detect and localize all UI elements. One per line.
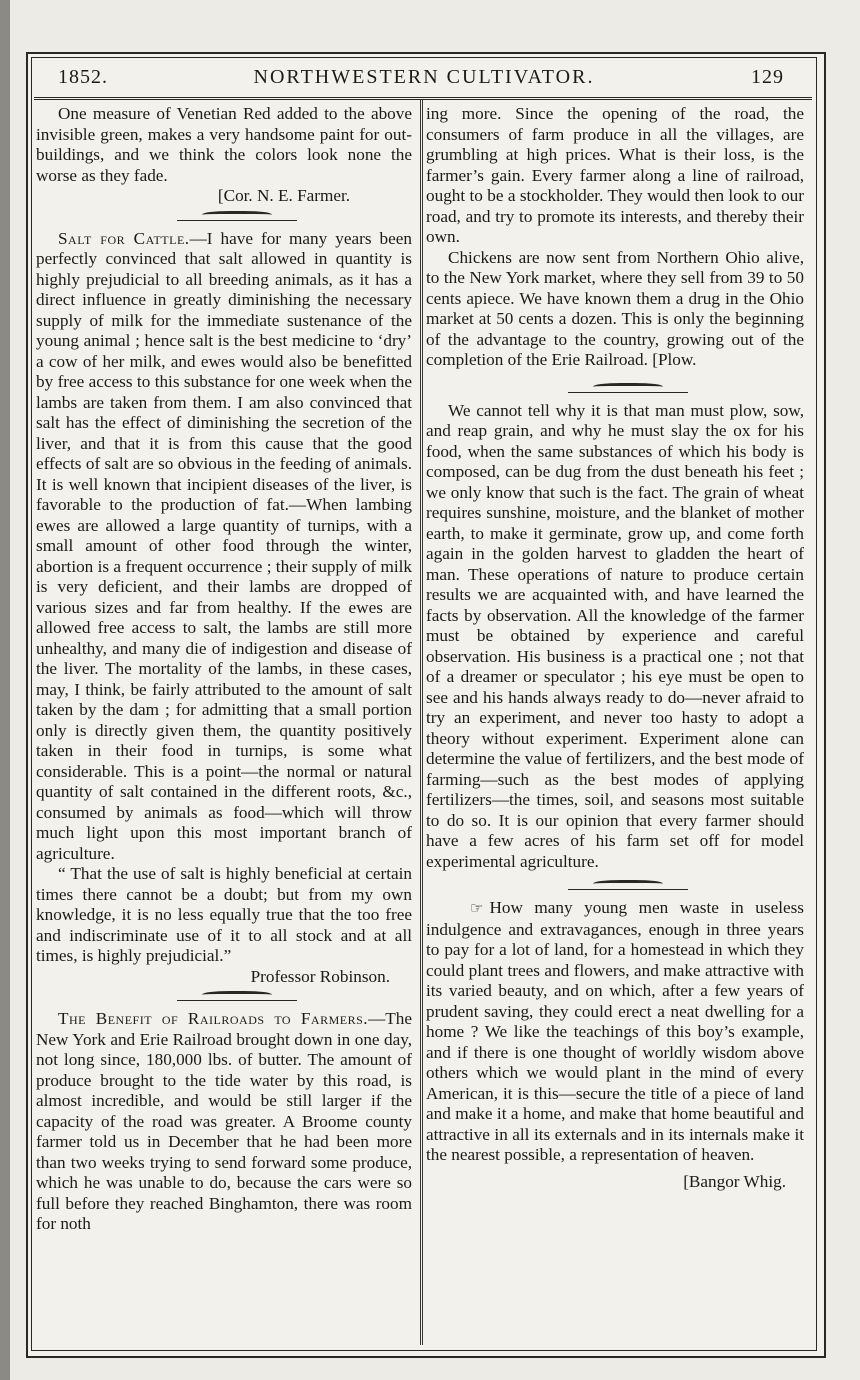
railroad-continued: ing more. Since the opening of the road, the consumers of farm produce in all the villages, are grumbling at high prices. What is their loss, is the farmer’s gain. Every farmer along a line of railroad, ought to be a stockholder. They would then look to our road, and try to promote its interests, and thereby their own.: [426, 104, 804, 246]
railroad-body: —The New York and Erie Railroad brought down in one day, not long since, 180,000 lbs. of butter. The amount of produce brought to the tide water by this road, is almost incredible, and would be still larger if the capacity of the road was greater. A Broome county farmer told us in December that he had been more than two weeks trying to send forward some produce, which he was unable to do, because the cars were so full before they reached Binghamton, there was room for noth: [36, 1009, 412, 1233]
pointing-hand-icon: ☞: [470, 901, 484, 917]
separator-ornament: [36, 207, 412, 229]
venetian-red-paragraph: One measure of Venetian Red added to the above invisible green, makes a very handsome paint for out-buildings, and we think the colors look none the worse as they fade.: [36, 104, 412, 185]
left-column: [36, 104, 412, 1235]
young-men-article: [426, 898, 804, 1166]
separator-ornament: [426, 379, 804, 401]
separator-ornament: [426, 876, 804, 898]
header-year: 1852.: [58, 66, 108, 88]
binding-edge: [0, 0, 10, 1380]
salt-heading: Salt for Cattle.: [58, 228, 190, 248]
salt-quote: “ That the use of salt is highly beneficial at certain times there cannot be a doubt; but from my own knowledge, it is no less equally true that the too free and indiscriminate use of it to all stock and at all times, is highly prejudicial.”: [36, 864, 412, 965]
separator-ornament: [36, 987, 412, 1009]
young-men-credit: [Bangor Whig.: [683, 1171, 786, 1191]
column-divider: [420, 100, 423, 1345]
chickens-paragraph: Chickens are now sent from Northern Ohio alive, to the New York market, where they sell from 39 to 50 cents apiece. We have known them a drug in the Ohio market at 50 cents a dozen. This is only the beginning of the advantage to the country, growing out of the completion of the Erie Railroad. [Plow.: [426, 247, 804, 369]
farmer-article: We cannot tell why it is that man must plow, sow, and reap grain, and why he must slay the ox for his food, when the same substances of which his body is composed, can be dug from the dust beneath his feet ; we only know that such is the fact. The grain of wheat requires sunshine, moisture, and the blanket of mother earth, to make it germinate, grow up, and come forth again in the golden harvest to gladden the heart of man. These operations of nature to produce certain results we are acquainted with, and have learned the facts by observation. All the knowledge of the farmer must be obtained by experience and careful observation. His business is a practical one ; not that of a dreamer or speculator ; his eye must be open to see and his hands always ready to do—never afraid to try an experiment, and never too hasty to adopt a theory without experiment. Experiment alone can determine the value of fertilizers, and the best mode of farming—such as the best modes of applying fertilizers—the times, soil, and seasons most suitable to do so. It is our opinion that every farmer should have a few acres of his farm set off for model experimental agriculture.: [426, 400, 804, 871]
railroad-article: [36, 1009, 412, 1235]
right-column: [426, 104, 804, 1192]
header-rule: [34, 97, 812, 100]
page-header: [34, 62, 814, 96]
salt-body: —I have for many years been perfectly convinced that salt allowed in quantity is highly prejudicial to all breeding animals, as it has a direct influence in greatly diminishing the necessary supply of milk for the immediate sustenance of the young animal ; hence salt is the best medicine to ‘dry’ a cow of her milk, and ewes would also be benefitted by free access to this substance for one week when the lambs are taken from them. I am also convinced that salt has the effect of diminishing the secretion of the liver, and that it is from this cause that the good effects of salt are so obvious in the feeding of animals. It is well known that incipient diseases of the liver, is favorable to the production of fat.—When lambing ewes are allowed a large quantity of turnips, with a small amount of other food through the winter, abortion is a frequent occurrence ; their supply of milk is very deficient, and their lambs are dropped of various sizes and far from healthy. If the ewes are allowed free access to salt, the lambs are still more unhealthy, and many die of indigestion and disease of the liver. The mortality of the lambs, in these cases, may, I think, be fairly attributed to the amount of salt taken by the dam ; for admitting that a small portion only is directly given them, the quantity positively taken in their food in turnips, is some what considerable. This is a point—the normal or natural quantity of salt contained in the different roots, &c., consumed by animals as food—which will throw much light upon this most important branch of agriculture.: [36, 228, 412, 863]
header-title: NORTHWESTERN CULTIVATOR.: [253, 66, 595, 88]
venetian-red-credit: [Cor. N. E. Farmer.: [217, 186, 351, 205]
salt-article: [36, 229, 412, 865]
salt-credit: Professor Robinson.: [250, 966, 390, 986]
header-page-number: 129: [751, 66, 784, 88]
young-men-body: How many young men waste in useless indulgence and extravagances, enough in three years to pay for a lot of land, for a homestead in which they could plant trees and flowers, and make attractive with its varied beauty, and on which, after a few years of prudent saving, they could erect a neat dwelling for a home ? We like the teachings of this boy’s example, and if there is one thought of worldly wisdom above others which we would plant in the mind of every American, it is this—secure the title of a piece of land and make it a home, and make that home beautiful and attractive in all its externals and in its internals make it the nearest possible, a representation of heaven.: [426, 898, 804, 1164]
railroad-heading: The Benefit of Railroads to Farmers.: [58, 1009, 369, 1028]
